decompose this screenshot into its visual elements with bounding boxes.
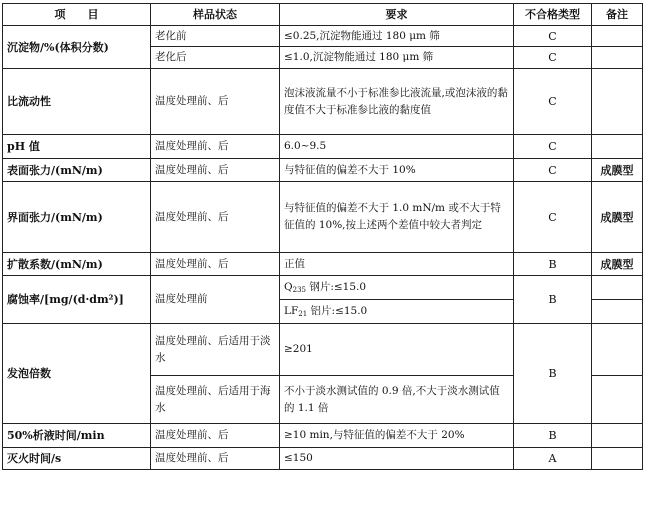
header-sample-state: 样品状态	[151, 4, 280, 26]
state-spread-coefficient: 温度处理前、后	[151, 253, 280, 276]
table-row	[3, 448, 643, 470]
note-flow	[592, 69, 643, 135]
item-ph: pH 值	[3, 135, 151, 159]
table-row	[3, 182, 643, 253]
note-sediment-after	[592, 47, 643, 69]
item-interface-tension: 界面张力/(mN/m)	[3, 182, 151, 253]
type-interface-tension: C	[514, 182, 592, 253]
table-header-row	[3, 4, 643, 26]
req-flow: 泡沫液流量不小于标准参比液流量,或泡沫液的黏度值不大于标准参比液的黏度值	[280, 69, 514, 135]
req-drain-time: ≥10 min,与特征值的偏差不大于 20%	[280, 424, 514, 448]
type-extinguish-time: A	[514, 448, 592, 470]
req-extinguish-time: ≤150	[280, 448, 514, 470]
header-item: 项 目	[3, 4, 151, 26]
type-corrosion: B	[514, 276, 592, 324]
note-foam-sea	[592, 376, 643, 424]
note-surface-tension: 成膜型	[592, 159, 643, 182]
item-flow: 比流动性	[3, 69, 151, 135]
table-row	[3, 69, 643, 135]
state-surface-tension: 温度处理前、后	[151, 159, 280, 182]
steel-grade: Q	[284, 281, 293, 293]
type-drain-time: B	[514, 424, 592, 448]
header-remarks: 备注	[592, 4, 643, 26]
table-row	[3, 324, 643, 376]
state-foam-sea: 温度处理前、后适用于海水	[151, 376, 280, 424]
table-row	[3, 253, 643, 276]
steel-limit: 钢片:≤15.0	[305, 281, 367, 293]
type-sediment-before: C	[514, 26, 592, 47]
item-sediment: 沉淀物/%(体积分数)	[3, 26, 151, 69]
note-ph	[592, 135, 643, 159]
state-corrosion: 温度处理前	[151, 276, 280, 324]
note-corrosion-steel	[592, 276, 643, 300]
table-row	[3, 26, 643, 47]
state-sediment-after: 老化后	[151, 47, 280, 69]
req-sediment-before: ≤0.25,沉淀物能通过 180 μm 筛	[280, 26, 514, 47]
req-foam-fresh: ≥201	[280, 324, 514, 376]
table-row	[3, 424, 643, 448]
item-extinguish-time: 灭火时间/s	[3, 448, 151, 470]
state-flow: 温度处理前、后	[151, 69, 280, 135]
type-flow: C	[514, 69, 592, 135]
item-drain-time: 50%析液时间/min	[3, 424, 151, 448]
aluminum-grade: LF	[284, 305, 299, 317]
state-sediment-before: 老化前	[151, 26, 280, 47]
note-sediment-before	[592, 26, 643, 47]
note-corrosion-aluminum	[592, 300, 643, 324]
table-row	[3, 276, 643, 300]
type-surface-tension: C	[514, 159, 592, 182]
note-interface-tension: 成膜型	[592, 182, 643, 253]
type-foam-expansion: B	[514, 324, 592, 424]
item-spread-coefficient: 扩散系数/(mN/m)	[3, 253, 151, 276]
req-corrosion-steel	[280, 276, 514, 300]
state-foam-fresh: 温度处理前、后适用于淡水	[151, 324, 280, 376]
state-extinguish-time: 温度处理前、后	[151, 448, 280, 470]
item-surface-tension: 表面张力/(mN/m)	[3, 159, 151, 182]
aluminum-grade-sub: 21	[298, 310, 308, 318]
note-extinguish-time	[592, 448, 643, 470]
state-ph: 温度处理前、后	[151, 135, 280, 159]
note-drain-time	[592, 424, 643, 448]
req-interface-tension: 与特征值的偏差不大于 1.0 mN/m 或不大于特征值的 10%,按上述两个差值中较大者判定	[280, 182, 514, 253]
aluminum-limit: 铝片:≤15.0	[307, 305, 368, 317]
type-sediment-after: C	[514, 47, 592, 69]
note-spread-coefficient: 成膜型	[592, 253, 643, 276]
state-interface-tension: 温度处理前、后	[151, 182, 280, 253]
item-foam-expansion: 发泡倍数	[3, 324, 151, 424]
req-sediment-after: ≤1.0,沉淀物能通过 180 μm 筛	[280, 47, 514, 69]
req-spread-coefficient: 正值	[280, 253, 514, 276]
req-surface-tension: 与特征值的偏差不大于 10%	[280, 159, 514, 182]
steel-grade-sub: 235	[292, 286, 306, 294]
header-requirement: 要求	[280, 4, 514, 26]
note-foam-fresh	[592, 324, 643, 376]
table-row	[3, 135, 643, 159]
header-nonconformity-type: 不合格类型	[514, 4, 592, 26]
req-foam-sea: 不小于淡水测试值的 0.9 倍,不大于淡水测试值的 1.1 倍	[280, 376, 514, 424]
specification-table	[2, 3, 643, 470]
type-spread-coefficient: B	[514, 253, 592, 276]
req-ph: 6.0~9.5	[280, 135, 514, 159]
item-corrosion: 腐蚀率/[mg/(d·dm²)]	[3, 276, 151, 324]
state-drain-time: 温度处理前、后	[151, 424, 280, 448]
req-corrosion-aluminum	[280, 300, 514, 324]
table-row	[3, 159, 643, 182]
type-ph: C	[514, 135, 592, 159]
